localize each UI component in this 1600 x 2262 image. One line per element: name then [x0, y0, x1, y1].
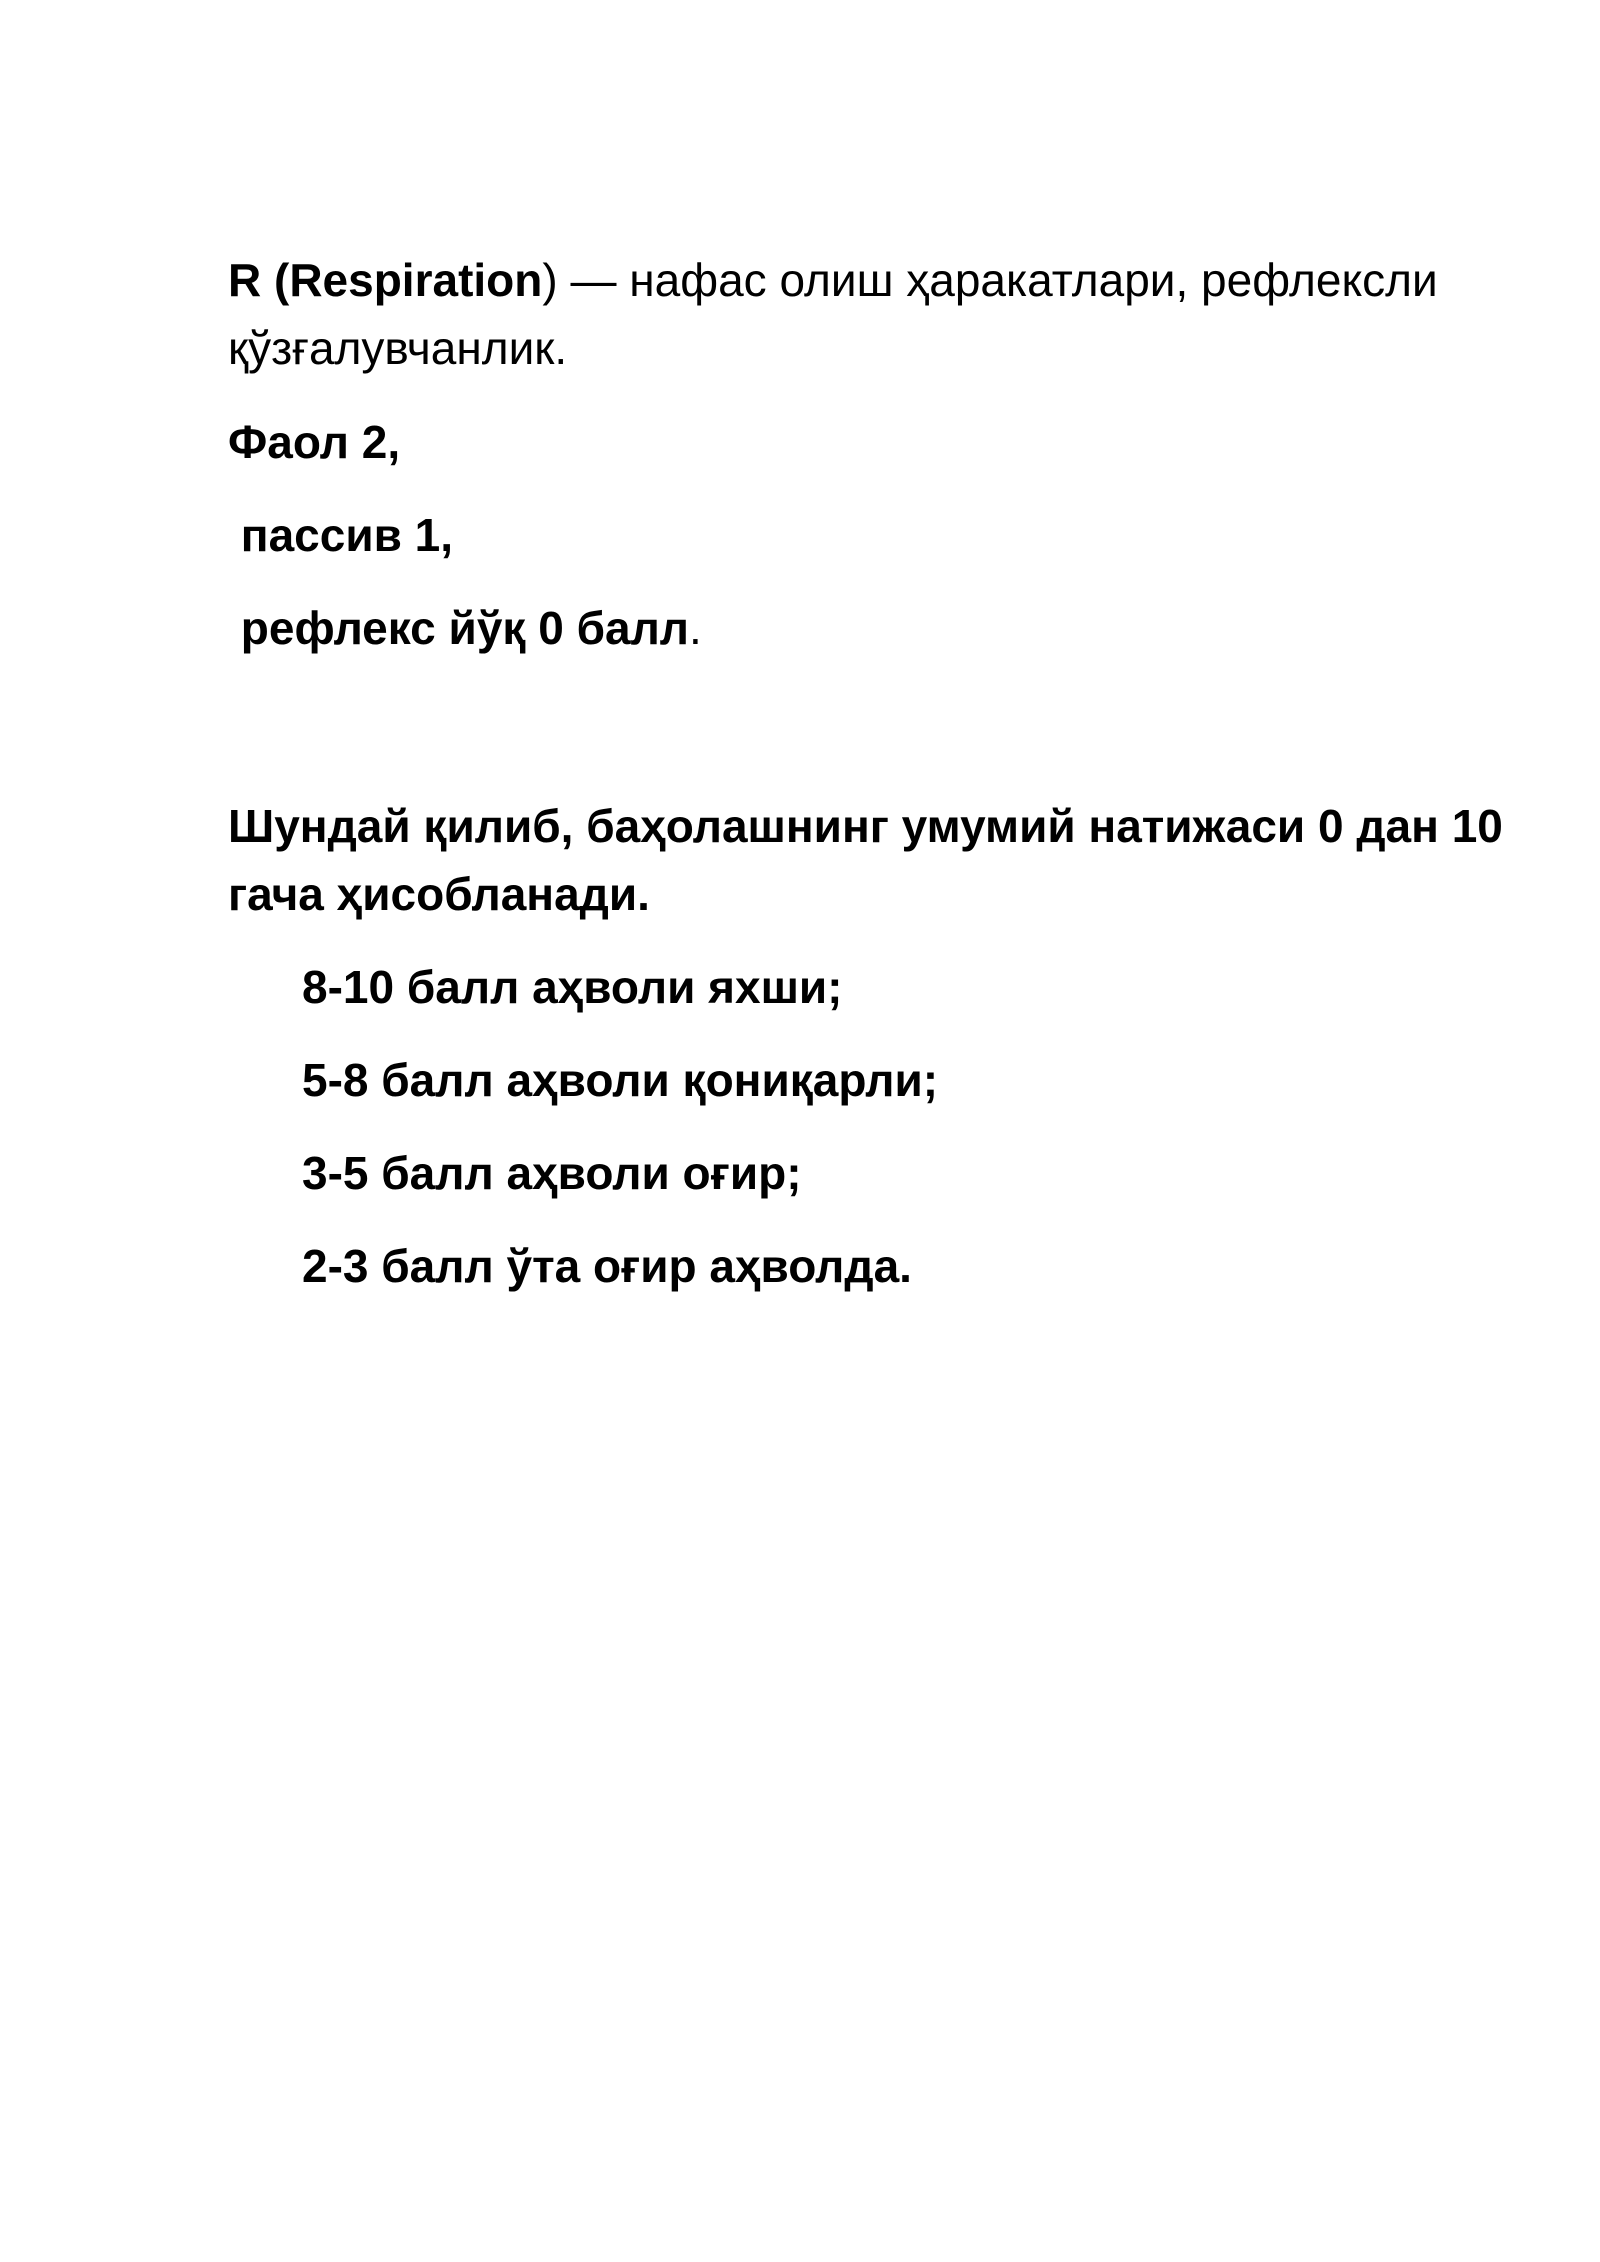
respiration-paragraph — [228, 246, 1518, 382]
range-satisfactory: 5-8 балл аҳволи қониқарли; — [302, 1054, 939, 1106]
range-good: 8-10 балл аҳволи яхши; — [302, 961, 843, 1013]
score-passive: пассив 1, — [228, 509, 454, 561]
score-no-reflex-period: . — [689, 602, 702, 654]
respiration-description: — нафас олиш ҳаракатлари, рефлексли қўзғалувчанлик. — [228, 254, 1438, 374]
range-very-severe: 2-3 балл ўта оғир аҳволда. — [302, 1240, 912, 1292]
respiration-close-paren: ) — [542, 254, 558, 306]
paragraph-gap — [228, 687, 1518, 792]
score-active: Фаол 2, — [228, 416, 401, 468]
respiration-term: R (Respiration — [228, 254, 543, 306]
score-no-reflex — [228, 594, 1518, 662]
summary-paragraph: Шундай қилиб, баҳолашнинг умумий натижаси 0 дан 10 гача ҳисобланади. — [228, 800, 1503, 920]
document-body — [228, 246, 1518, 1325]
range-severe: 3-5 балл аҳволи оғир; — [302, 1147, 802, 1199]
score-no-reflex-text: рефлекс йўқ 0 балл — [228, 602, 690, 654]
